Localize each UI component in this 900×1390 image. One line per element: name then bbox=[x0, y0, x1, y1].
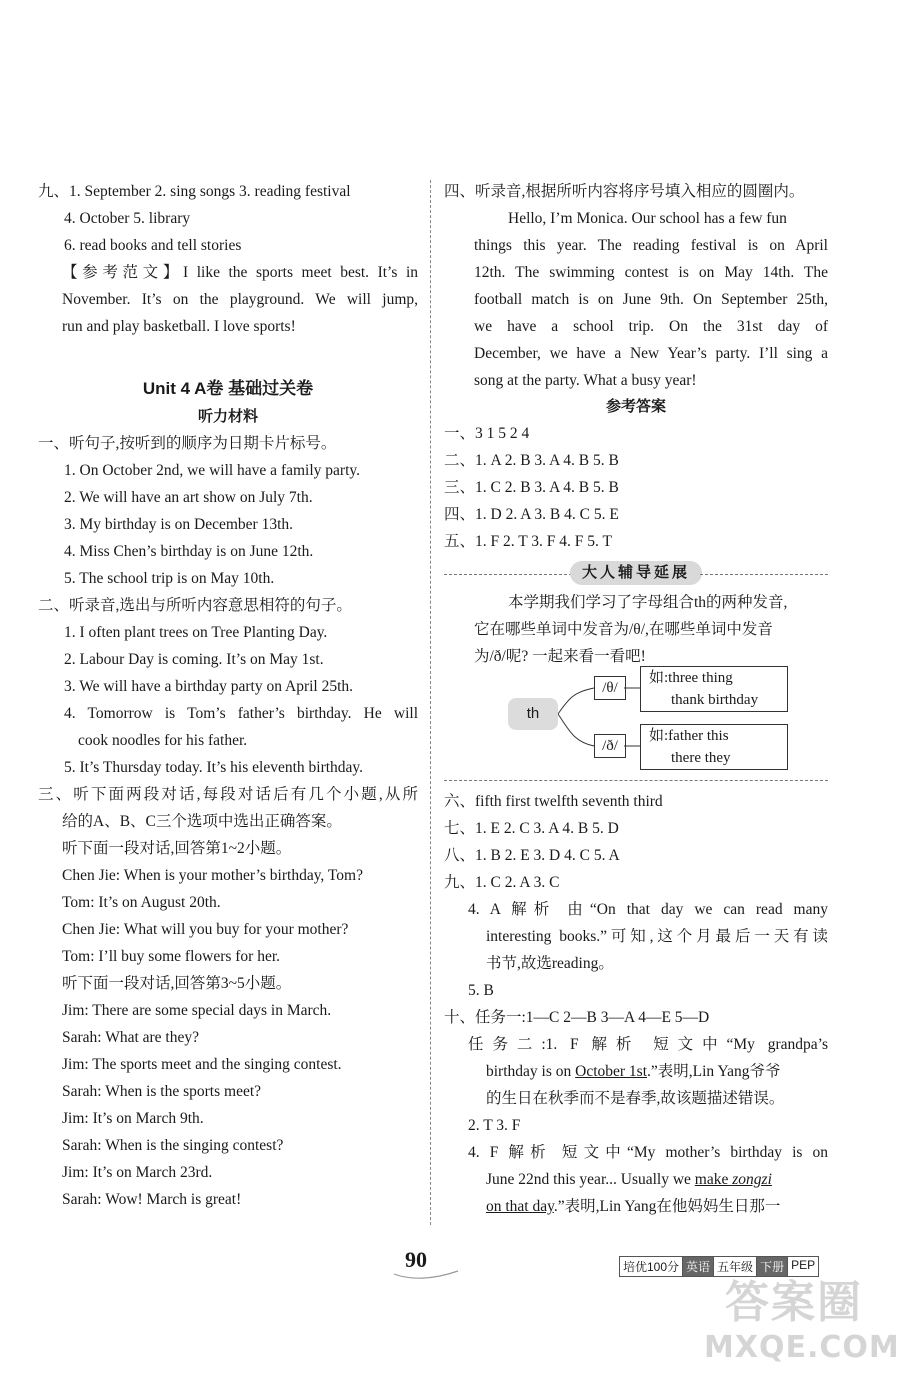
answer-line: 一、3 1 5 2 4 bbox=[444, 425, 530, 442]
q9-5-answer: 5. B bbox=[468, 982, 494, 999]
passage-line: football match is on June 9th. On September 25th, bbox=[474, 291, 828, 308]
dialogue-line: Jim: It’s on March 9th. bbox=[62, 1110, 204, 1127]
passage-line: song at the party. What a busy year! bbox=[474, 372, 697, 389]
dialogue-line: 听下面一段对话,回答第3~5小题。 bbox=[62, 975, 292, 992]
dialogue-line: Sarah: Wow! March is great! bbox=[62, 1191, 242, 1208]
answers-title: 参考答案 bbox=[605, 398, 666, 415]
page-number: 90 bbox=[405, 1247, 427, 1272]
s9-line2: 4. October 5. library bbox=[64, 210, 191, 227]
eth-examples-line2: there they bbox=[671, 750, 731, 766]
answer-line: 五、1. F 2. T 3. F 4. F 5. T bbox=[444, 533, 612, 550]
eth-node: /ð/ bbox=[594, 734, 626, 758]
watermark bbox=[704, 1277, 900, 1378]
theta-node: /θ/ bbox=[594, 676, 626, 700]
dialogue-line: Tom: It’s on August 20th. bbox=[62, 894, 221, 911]
part2-item: 1. I often plant trees on Tree Planting Day. bbox=[64, 624, 328, 641]
q10-task2-line bbox=[444, 1166, 828, 1193]
q10-task1: 十、任务一:1—C 2—B 3—A 4—E 5—D bbox=[444, 1009, 710, 1026]
s9-line3: 6. read books and tell stories bbox=[64, 237, 242, 254]
left-column bbox=[38, 178, 418, 1213]
dialogue-line: Chen Jie: What will you buy for your mother? bbox=[62, 921, 349, 938]
part2-item: 4. Tomorrow is Tom’s father’s birthday. He will bbox=[64, 705, 418, 722]
part1-item: 2. We will have an art show on July 7th. bbox=[64, 489, 313, 506]
passage-line: December, we have a New Year’s party. I’ll sing a bbox=[474, 345, 828, 362]
eth-examples-line1: 如:father this bbox=[649, 728, 729, 744]
s9-essay-line3: run and play basketball. I love sports! bbox=[62, 318, 296, 335]
q9-4-analysis: interesting books.”可知,这个月最后一天有读 bbox=[486, 928, 828, 945]
extension-header bbox=[444, 559, 828, 589]
part1-heading: 一、听句子,按听到的顺序为日期卡片标号。 bbox=[38, 435, 337, 452]
answer-line: 二、1. A 2. B 3. A 4. B 5. B bbox=[444, 452, 619, 469]
passage-line: Hello, I’m Monica. Our school has a few fun bbox=[508, 210, 787, 227]
answer-line: 九、1. C 2. A 3. C bbox=[444, 874, 560, 891]
theta-examples bbox=[640, 666, 788, 712]
book-volume: 下册 bbox=[756, 1256, 788, 1277]
extension-end bbox=[444, 780, 828, 788]
book-edition: PEP bbox=[787, 1256, 819, 1277]
eth-examples bbox=[640, 724, 788, 770]
book-grade: 五年级 bbox=[713, 1256, 757, 1277]
extension-rule-right bbox=[700, 574, 828, 575]
extension-text: 为/ð/呢? 一起来看一看吧! bbox=[474, 648, 646, 665]
answer-line: 六、fifth first twelfth seventh third bbox=[444, 793, 663, 810]
passage-line: things this year. The reading festival is on April bbox=[474, 237, 828, 254]
q10-task2-line bbox=[444, 1058, 828, 1085]
part2-item: 5. It’s Thursday today. It’s his eleventh birthday. bbox=[64, 759, 364, 776]
part4-heading: 四、听录音,根据所听内容将序号填入相应的圆圈内。 bbox=[444, 183, 805, 200]
watermark-bottom: MXQE.COM bbox=[704, 1330, 900, 1365]
column-divider bbox=[430, 180, 431, 1225]
answer-line: 八、1. B 2. E 3. D 4. C 5. A bbox=[444, 847, 620, 864]
answer-line: 四、1. D 2. A 3. B 4. C 5. E bbox=[444, 506, 619, 523]
q10-task2-line: 2. T 3. F bbox=[468, 1117, 521, 1134]
answer-line: 七、1. E 2. C 3. A 4. B 5. D bbox=[444, 820, 619, 837]
q10-text: .”表明,Lin Yang爷爷 bbox=[647, 1063, 781, 1080]
dialogue-line: Sarah: What are they? bbox=[62, 1029, 199, 1046]
q10-underlined: October 1st bbox=[575, 1063, 648, 1080]
q9-4-analysis: 4. A 解析 由“On that day we can read many bbox=[468, 901, 828, 918]
q9-4-analysis: 书节,故选reading。 bbox=[486, 955, 614, 972]
dialogue-line: Jim: The sports meet and the singing contest. bbox=[62, 1056, 342, 1073]
page-number-swoosh bbox=[392, 1268, 462, 1282]
listening-title: 听力材料 bbox=[197, 408, 258, 425]
q10-task2-line bbox=[444, 1193, 828, 1220]
dialogue-line: Sarah: When is the singing contest? bbox=[62, 1137, 284, 1154]
extension-rule-left bbox=[444, 574, 572, 575]
passage-line: 12th. The swimming contest is on May 14th. The bbox=[474, 264, 828, 281]
s9-essay-line2: November. It’s on the playground. We will jump, bbox=[62, 291, 418, 308]
q10-underlined: on that day bbox=[486, 1198, 554, 1215]
part1-item: 4. Miss Chen’s birthday is on June 12th. bbox=[64, 543, 314, 560]
s9-line1: 九、1. September 2. sing songs 3. reading festival bbox=[38, 183, 351, 200]
s9-essay-line1: 【参考范文】I like the sports meet best. It’s in bbox=[62, 264, 418, 281]
theta-examples-line2: thank birthday bbox=[671, 692, 759, 708]
watermark-top: 答案圈 bbox=[725, 1277, 863, 1328]
part3-heading-line2: 给的A、B、C三个选项中选出正确答案。 bbox=[62, 813, 342, 830]
th-node: th bbox=[508, 698, 558, 730]
book-tag bbox=[620, 1256, 819, 1277]
right-column bbox=[444, 178, 828, 1220]
passage-line: we have a school trip. On the 31st day of bbox=[474, 318, 828, 335]
dialogue-line: Jim: It’s on March 23rd. bbox=[62, 1164, 213, 1181]
part2-item: 2. Labour Day is coming. It’s on May 1st. bbox=[64, 651, 324, 668]
answer-line: 三、1. C 2. B 3. A 4. B 5. B bbox=[444, 479, 619, 496]
extension-title: 大人辅导延展 bbox=[570, 561, 702, 585]
q10-text: .”表明,Lin Yang在他妈妈生日那一 bbox=[553, 1198, 781, 1215]
extension-text: 它在哪些单词中发音为/θ/,在哪些单词中发音 bbox=[474, 621, 773, 638]
q10-underlined-italic: zongzi bbox=[732, 1171, 772, 1188]
dialogue-line: 听下面一段对话,回答第1~2小题。 bbox=[62, 840, 292, 857]
dialogue-line: Chen Jie: When is your mother’s birthday, Tom? bbox=[62, 867, 363, 884]
part3-heading-line1: 三、听下面两段对话,每段对话后有几个小题,从所 bbox=[38, 786, 418, 803]
part1-item: 1. On October 2nd, we will have a family party. bbox=[64, 462, 360, 479]
part1-item: 5. The school trip is on May 10th. bbox=[64, 570, 275, 587]
dialogue-line: Sarah: When is the sports meet? bbox=[62, 1083, 262, 1100]
th-pronunciation-diagram bbox=[444, 670, 828, 780]
q10-task2-line: 的生日在秋季而不是春季,故该题描述错误。 bbox=[486, 1090, 785, 1107]
q10-task2-line: 4. F 解析 短文中“My mother’s birthday is on bbox=[468, 1144, 828, 1161]
extension-end-rule bbox=[444, 780, 828, 781]
q10-task2: 任务二:1. F 解析 短文中“My grandpa’s bbox=[468, 1036, 828, 1053]
book-subject: 英语 bbox=[682, 1256, 714, 1277]
dialogue-line: Tom: I’ll buy some flowers for her. bbox=[62, 948, 281, 965]
q10-text: June 22nd this year... Usually we bbox=[486, 1171, 695, 1188]
q10-text: birthday is on bbox=[486, 1063, 576, 1080]
theta-examples-line1: 如:three thing bbox=[649, 670, 733, 686]
extension-text: 本学期我们学习了字母组合th的两种发音, bbox=[508, 594, 788, 611]
dialogue-line: Jim: There are some special days in March. bbox=[62, 1002, 332, 1019]
part1-item: 3. My birthday is on December 13th. bbox=[64, 516, 294, 533]
part2-item-cont: cook noodles for his father. bbox=[78, 732, 248, 749]
q10-underlined: make bbox=[694, 1171, 733, 1188]
part2-item: 3. We will have a birthday party on April 25th. bbox=[64, 678, 354, 695]
part2-heading: 二、听录音,选出与所听内容意思相符的句子。 bbox=[38, 597, 352, 614]
unit-title: Unit 4 A卷 基础过关卷 bbox=[142, 379, 314, 398]
book-series: 培优100分 bbox=[619, 1256, 683, 1277]
